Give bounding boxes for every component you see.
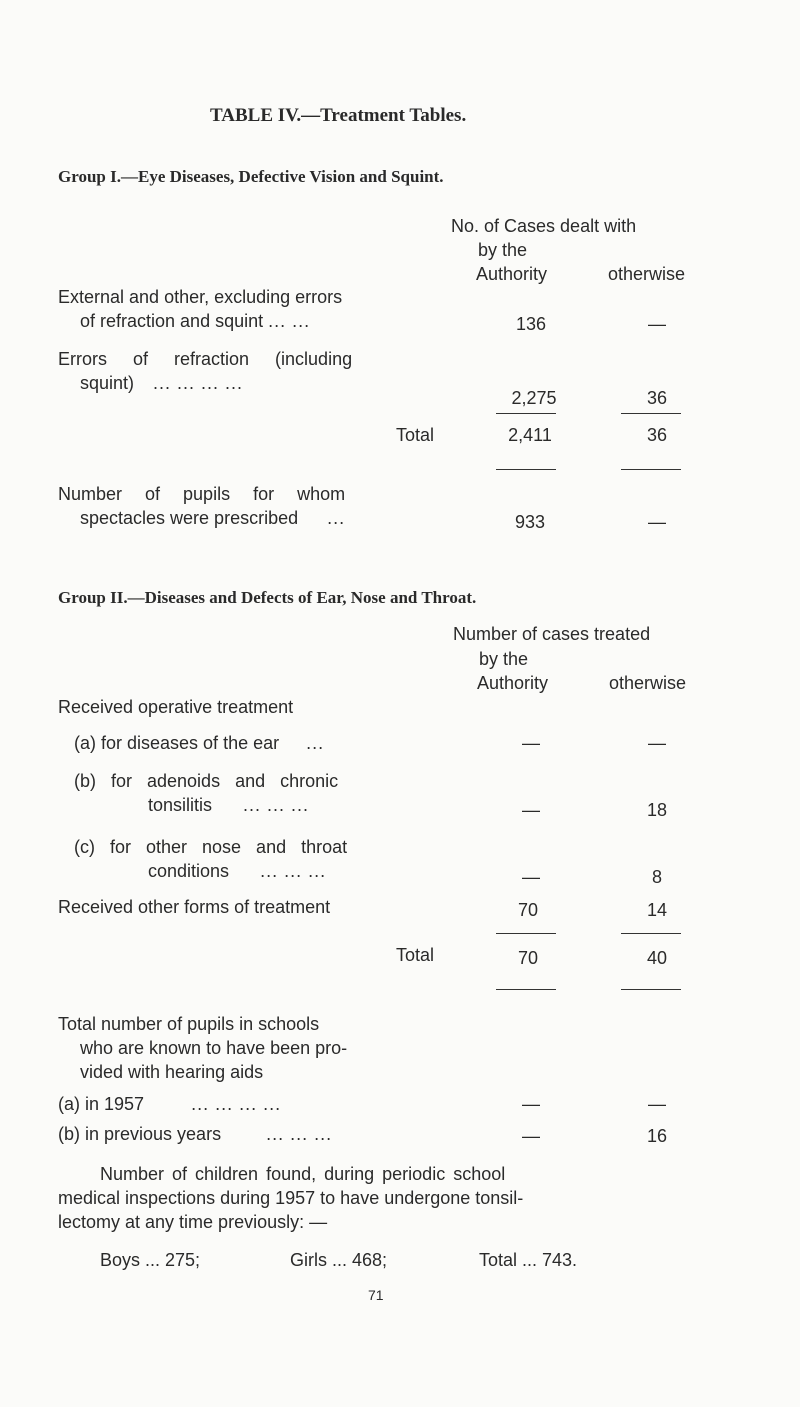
group1-row2-line1: Errors of refraction (including bbox=[58, 349, 353, 369]
group1-row1-otherwise: — bbox=[648, 314, 666, 334]
hearing-aids-b-dots: ... ... ... bbox=[266, 1124, 333, 1144]
group2-subtotal-rule-otherwise bbox=[621, 933, 681, 934]
other-forms-otherwise: 14 bbox=[646, 900, 668, 920]
group2-col-header: Number of cases treated bbox=[453, 624, 651, 644]
group2-total-label: Total bbox=[396, 945, 435, 965]
group2-total-authority: 70 bbox=[517, 948, 539, 968]
hearing-aids-line2: who are known to have been pro- bbox=[80, 1038, 348, 1058]
group2-heading: Group II.—Diseases and Defects of Ear, Nose and Throat. bbox=[58, 588, 477, 607]
group1-subtotal-rule-authority bbox=[496, 413, 556, 414]
group2-row-b-line2: tonsilitis ... ... ... bbox=[148, 795, 310, 815]
tonsillectomy-boys: Boys ... 275; bbox=[100, 1250, 201, 1270]
spectacles-dots: ... bbox=[327, 508, 346, 528]
hearing-aids-line1: Total number of pupils in schools bbox=[58, 1014, 320, 1034]
group1-row2-authority: 2,275 bbox=[511, 388, 557, 408]
other-forms-label: Received other forms of treatment bbox=[58, 897, 331, 917]
group2-row-c-line1: (c) for other nose and throat bbox=[74, 837, 348, 857]
spectacles-authority: 933 bbox=[514, 512, 546, 532]
tonsillectomy-line1: Number of children found, during periodic school bbox=[100, 1164, 506, 1184]
group2-row-a: (a) for diseases of the ear ... bbox=[74, 733, 325, 753]
hearing-aids-b-otherwise: 16 bbox=[646, 1126, 668, 1146]
hearing-aids-a-authority: — bbox=[522, 1094, 540, 1114]
operative-treatment-label: Received operative treatment bbox=[58, 697, 294, 717]
group2-total-otherwise: 40 bbox=[646, 948, 668, 968]
group1-row1-authority: 136 bbox=[515, 314, 547, 334]
group2-row-c-line2: conditions ... ... ... bbox=[148, 861, 327, 881]
group1-col-header: No. of Cases dealt with bbox=[451, 216, 637, 236]
hearing-aids-a-dots: ... ... ... ... bbox=[191, 1094, 282, 1114]
tonsillectomy-total: Total ... 743. bbox=[479, 1250, 578, 1270]
group1-heading: Group I.—Eye Diseases, Defective Vision and Squint. bbox=[58, 167, 444, 186]
group1-total-authority: 2,411 bbox=[508, 425, 552, 445]
group2-row-b-line1: (b) for adenoids and chronic bbox=[74, 771, 339, 791]
tonsillectomy-line2: medical inspections during 1957 to have undergone tonsil- bbox=[58, 1188, 524, 1208]
group2-row-b-authority: — bbox=[522, 800, 540, 820]
group1-col2-header: otherwise bbox=[608, 264, 686, 284]
group2-col1-line2: Authority bbox=[477, 673, 549, 693]
hearing-aids-a: (a) in 1957 ... ... ... ... bbox=[58, 1094, 282, 1114]
group1-row1-dots: ... ... bbox=[268, 311, 311, 331]
hearing-aids-b-authority: — bbox=[522, 1126, 540, 1146]
group2-row-b-dots: ... ... ... bbox=[243, 795, 310, 815]
group2-total-rule-otherwise bbox=[621, 989, 681, 990]
group2-row-c-authority: — bbox=[522, 867, 540, 887]
group2-row-a-dots: ... bbox=[306, 733, 325, 753]
group1-total-otherwise: 36 bbox=[646, 425, 668, 445]
group2-row-c-otherwise: 8 bbox=[651, 867, 662, 887]
group1-row2-otherwise: 36 bbox=[646, 388, 668, 408]
group1-row2-dots: ... ... ... ... bbox=[153, 373, 244, 393]
page-number: 71 bbox=[368, 1287, 384, 1303]
tonsillectomy-girls: Girls ... 468; bbox=[290, 1250, 388, 1270]
group2-total-rule-authority bbox=[496, 989, 556, 990]
group2-row-b-otherwise: 18 bbox=[646, 800, 668, 820]
group1-row1-line1: External and other, excluding errors bbox=[58, 287, 343, 307]
group1-total-label: Total bbox=[396, 425, 435, 445]
hearing-aids-line3: vided with hearing aids bbox=[80, 1062, 264, 1082]
group1-row2-line2: squint) ... ... ... ... bbox=[80, 373, 244, 393]
group2-col1-line1: by the bbox=[479, 649, 529, 669]
group2-subtotal-rule-authority bbox=[496, 933, 556, 934]
group1-col1-line2: Authority bbox=[476, 264, 548, 284]
group2-row-c-dots: ... ... ... bbox=[260, 861, 327, 881]
spectacles-otherwise: — bbox=[648, 512, 666, 532]
group1-row1-line2: of refraction and squint ... ... bbox=[80, 311, 311, 331]
group1-total-rule-authority bbox=[496, 469, 556, 470]
group1-col1-line1: by the bbox=[478, 240, 528, 260]
group2-row-a-otherwise: — bbox=[648, 733, 666, 753]
page-title: TABLE IV.—Treatment Tables. bbox=[210, 105, 467, 126]
spectacles-line1: Number of pupils for whom bbox=[58, 484, 346, 504]
group1-total-rule-otherwise bbox=[621, 469, 681, 470]
group1-subtotal-rule-otherwise bbox=[621, 413, 681, 414]
spectacles-line2: spectacles were prescribed ... bbox=[80, 508, 346, 528]
hearing-aids-b: (b) in previous years ... ... ... bbox=[58, 1124, 333, 1144]
group2-row-a-authority: — bbox=[522, 733, 540, 753]
group2-col2-header: otherwise bbox=[609, 673, 687, 693]
tonsillectomy-line3: lectomy at any time previously: — bbox=[58, 1212, 328, 1232]
hearing-aids-a-otherwise: — bbox=[648, 1094, 666, 1114]
other-forms-authority: 70 bbox=[517, 900, 539, 920]
